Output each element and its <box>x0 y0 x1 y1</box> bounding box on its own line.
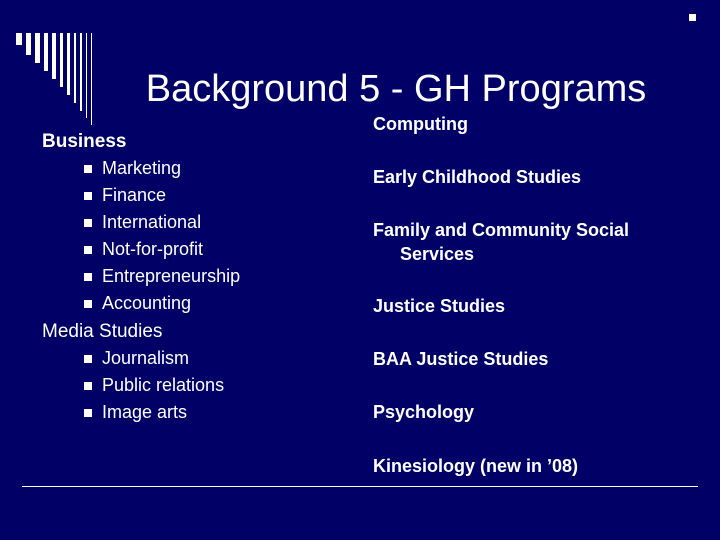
bullet-square-icon <box>84 246 92 254</box>
program-item: Computing <box>373 114 468 134</box>
bullet-square-icon <box>84 192 92 200</box>
deco-bar <box>16 33 22 45</box>
program-item: Psychology <box>373 402 475 422</box>
media-studies-heading: Media Studies <box>42 321 163 342</box>
list-item: Accounting <box>42 290 342 317</box>
footer-divider <box>22 486 698 487</box>
list-item: Not-for-profit <box>42 236 342 263</box>
business-heading: Business <box>42 131 127 152</box>
program-item: Family and Community Social Services <box>373 220 630 264</box>
list-item: International <box>42 209 342 236</box>
bullet-square-icon <box>84 355 92 363</box>
list-item: Marketing <box>42 155 342 182</box>
list-item: Journalism <box>42 345 342 372</box>
list-item: Finance <box>42 182 342 209</box>
bullet-square-icon <box>84 165 92 173</box>
bullet-square-icon <box>84 409 92 417</box>
program-item: Early Childhood Studies <box>373 167 582 187</box>
bullet-square-icon <box>84 219 92 227</box>
bullet-square-icon <box>84 273 92 281</box>
program-item: Justice Studies <box>373 296 506 316</box>
program-item: Kinesiology (new in ’08) <box>373 456 579 476</box>
bullet-square-icon <box>84 300 92 308</box>
slide-title: Background 5 - GH Programs <box>145 68 647 110</box>
bullet-square-icon <box>84 382 92 390</box>
list-item: Public relations <box>42 372 342 399</box>
program-item: BAA Justice Studies <box>373 349 549 369</box>
left-column <box>42 129 342 426</box>
deco-bar <box>35 33 40 63</box>
list-item: Entrepreneurship <box>42 263 342 290</box>
list-item: Image arts <box>42 399 342 426</box>
deco-bar <box>26 33 31 55</box>
corner-square <box>689 14 696 21</box>
